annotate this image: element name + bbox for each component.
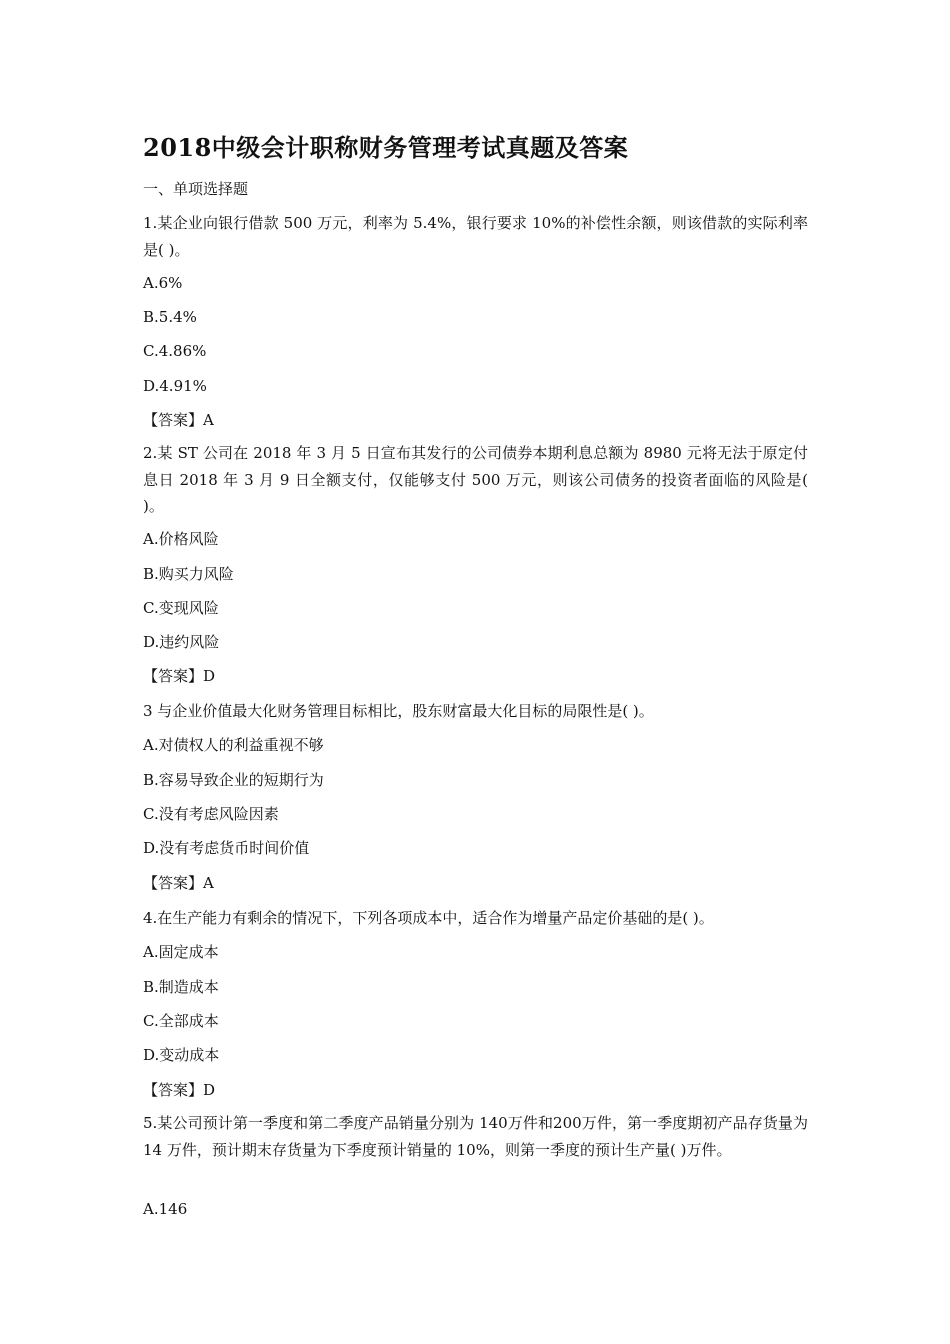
question-2-answer: 【答案】D [143, 667, 216, 685]
question-4-stem: 4.在生产能力有剩余的情况下，下列各项成本中，适合作为增量产品定价基础的是( )。 [143, 909, 714, 927]
question-1-stem: 1.某企业向银行借款 500 万元，利率为 5.4%，银行要求 10%的补偿性余额，则该借款的实际利率是( )。 [143, 214, 808, 259]
question-3-option-a: A.对债权人的利益重视不够 [143, 736, 324, 754]
question-2-stem: 2.某 ST 公司在 2018 年 3 月 5 日宣布其发行的公司债券本期利息总额为 8980 元将无法于原定付息日 2018 年 3 月 9 日全额支付，仅能够支付 500 万元，则该公司债务的投资者面临的风险是( )。 [143, 444, 808, 515]
question-5-option-a: A.146 [143, 1200, 188, 1218]
question-4-answer: 【答案】D [143, 1081, 216, 1099]
question-3-option-b: B.容易导致企业的短期行为 [143, 771, 324, 789]
section-heading: 一、单项选择题 [143, 180, 249, 198]
question-5-stem: 5.某公司预计第一季度和第二季度产品销量分别为 140万件和200万件，第一季度期初产品存货量为 14 万件，预计期末存货量为下季度预计销量的 10%，则第一季度的预计生产量( )万件。 [143, 1114, 808, 1159]
question-4-option-a: A.固定成本 [143, 943, 219, 961]
question-2-option-c: C.变现风险 [143, 599, 219, 617]
question-3-answer: 【答案】A [143, 874, 214, 892]
question-3-option-c: C.没有考虑风险因素 [143, 805, 279, 823]
question-3-stem: 3 与企业价值最大化财务管理目标相比，股东财富最大化目标的局限性是( )。 [143, 702, 654, 720]
question-4-option-d: D.变动成本 [143, 1046, 220, 1064]
question-1-option-d: D.4.91% [143, 377, 207, 395]
question-4-option-c: C.全部成本 [143, 1012, 219, 1030]
question-2-option-a: A.价格风险 [143, 530, 219, 548]
question-1-option-b: B.5.4% [143, 308, 197, 326]
question-1-option-a: A.6% [143, 274, 183, 292]
question-2-option-b: B.购买力风险 [143, 565, 234, 583]
question-2-option-d: D.违约风险 [143, 633, 220, 651]
question-1-answer: 【答案】A [143, 411, 214, 429]
question-3-option-d: D.没有考虑货币时间价值 [143, 839, 310, 857]
document-title: 2018中级会计职称财务管理考试真题及答案 [143, 133, 629, 162]
question-1-option-c: C.4.86% [143, 342, 207, 360]
question-4-option-b: B.制造成本 [143, 978, 219, 996]
